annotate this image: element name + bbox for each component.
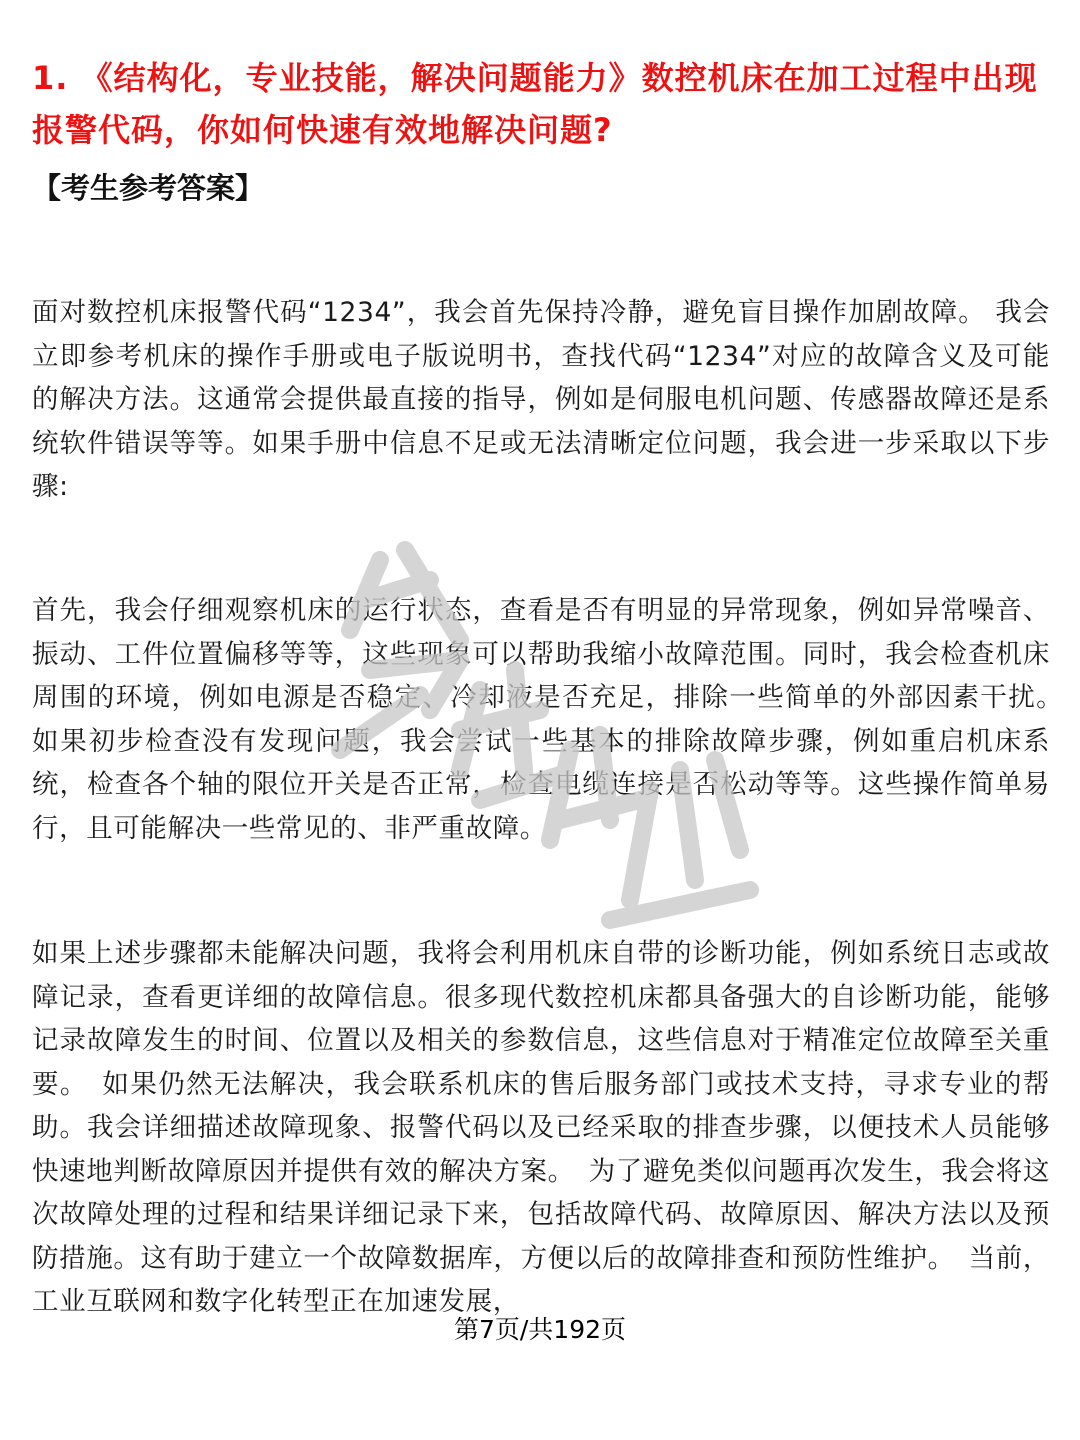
answer-paragraph: 如果上述步骤都未能解决问题，我将会利用机床自带的诊断功能，例如系统日志或故障记录，查看更详细的故障信息。很多现代数控机床都具备强大的自诊断功能，能够记录故障发生的时间、位置以及相关的参数信息，这些信息对于精准定位故障至关重要。 如果仍然无法解决，我会联系机床的售后服务部门或技术支持，寻求专业的帮助。我会详细描述故障现象、报警代码以及已经采取的排查步骤，以便技术人员能够快速地判断故障原因并提供有效的解决方案。 为了避免类似问题再次发生，我会将这次故障处理的过程和结果详细记录下来，包括故障代码、故障原因、解决方法以及预防措施。这有助于建立一个故障数据库，方便以后的故障排查和预防性维护。 当前，工业互联网和数字化转型正在加速发展， [32, 938, 1050, 1317]
page-indicator: 第7页/共192页 [453, 1315, 627, 1344]
answer-label: 【考生参考答案】 [32, 171, 265, 205]
question-title: 1. 《结构化，专业技能，解决问题能力》数控机床在加工过程中出现报警代码，你如何快速有效地解决问题? [32, 59, 1038, 149]
answer-paragraph: 首先，我会仔细观察机床的运行状态，查看是否有明显的异常现象，例如异常噪音、振动、工件位置偏移等等，这些现象可以帮助我缩小故障范围。同时，我会检查机床周围的环境，例如电源是否稳定、冷却液是否充足，排除一些简单的外部因素干扰。 如果初步检查没有发现问题，我会尝试一些基本的排除故障步骤，例如重启机床系统，检查各个轴的限位开关是否正常，检查电缆连接是否松动等等。这些操作简单易行，且可能解决一些常见的、非严重故障。 [32, 595, 1078, 844]
answer-paragraph: 面对数控机床报警代码“1234”，我会首先保持冷静，避免盲目操作加剧故障。 我会立即参考机床的操作手册或电子版说明书，查找代码“1234”对应的故障含义及可能的解决方法。这通常会提供最直接的指导，例如是伺服电机问题、传感器故障还是系统软件错误等等。如果手册中信息不足或无法清晰定位问题，我会进一步采取以下步骤: [32, 297, 1050, 502]
